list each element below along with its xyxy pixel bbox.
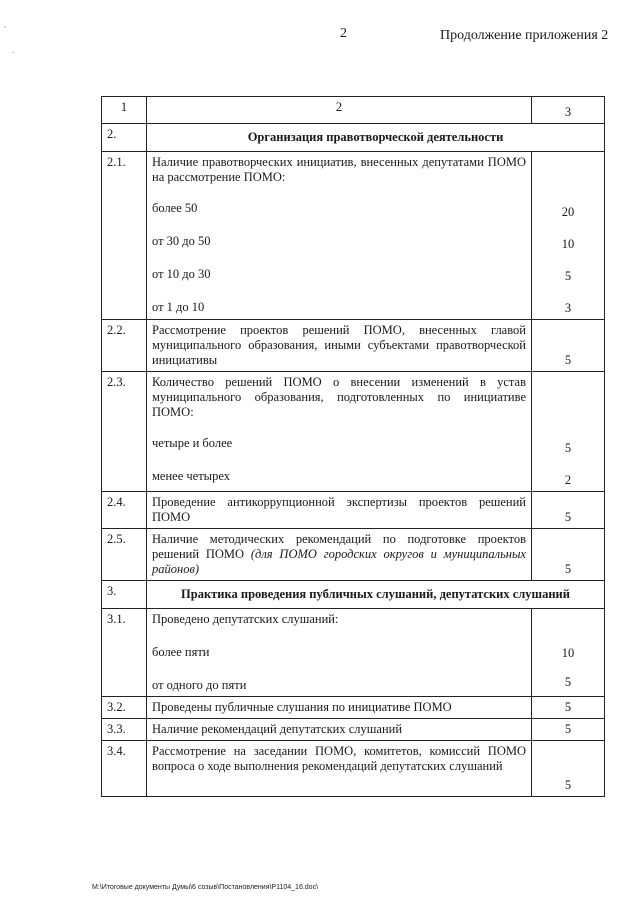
scan-mark: , — [4, 20, 6, 29]
table-row — [102, 320, 605, 372]
section-row — [102, 124, 605, 152]
appendix-continuation-note: Продолжение приложения 2 — [440, 28, 609, 43]
header-cell-3: 3 — [532, 97, 605, 124]
score-value: 5 — [532, 492, 605, 529]
row-score — [532, 609, 605, 697]
row-score — [532, 372, 605, 492]
row-number: 2.4. — [102, 492, 147, 529]
score-value: 5 — [532, 320, 605, 372]
row-text: Рассмотрение проектов решений ПОМО, внесенных главой муниципального образования, иными субъектами правотворческой инициативы — [147, 320, 532, 372]
scan-mark: . — [12, 46, 14, 55]
table-row — [102, 741, 605, 797]
row-number: 3.1. — [102, 609, 147, 697]
table-row — [102, 719, 605, 741]
row-description — [147, 372, 532, 492]
criteria-table — [101, 96, 605, 797]
row-description — [147, 609, 532, 697]
row-text: Рассмотрение на заседании ПОМО, комитетов, комиссий ПОМО вопроса о ходе выполнения рекомендаций депутатских слушаний — [147, 741, 532, 797]
score-value: 5 — [564, 441, 572, 455]
option-label: четыре и более — [152, 436, 233, 450]
option-label: более 50 — [152, 201, 198, 215]
score-value: 5 — [532, 529, 605, 581]
score-value: 10 — [561, 237, 575, 251]
row-number: 2.5. — [102, 529, 147, 581]
option-label: от 10 до 30 — [152, 267, 211, 281]
row-number: 2.1. — [102, 152, 147, 320]
row-description — [147, 152, 532, 320]
option-label: менее четырех — [152, 469, 230, 483]
row-text: Проведение антикоррупционной экспертизы проектов решений ПОМО — [147, 492, 532, 529]
option-label: от 30 до 50 — [152, 234, 211, 248]
header-cell-1: 1 — [102, 97, 147, 124]
score-value: 5 — [532, 697, 605, 719]
row-number: 3.3. — [102, 719, 147, 741]
section-number: 3. — [102, 581, 147, 609]
table-header-row — [102, 97, 605, 124]
row-number: 3.2. — [102, 697, 147, 719]
score-value: 10 — [561, 646, 575, 660]
row-text: Количество решений ПОМО о внесении изменений в устав муниципального образования, подготовленных по инициативе ПОМО: — [152, 375, 526, 419]
score-value: 5 — [564, 675, 572, 689]
row-text: Наличие рекомендаций депутатских слушаний — [147, 719, 532, 741]
row-text: Наличие правотворческих инициатив, внесенных депутатами ПОМО на рассмотрение ПОМО: — [152, 155, 526, 184]
row-text: Проведено депутатских слушаний: — [152, 612, 339, 626]
score-value: 20 — [561, 205, 575, 219]
row-note: (для ПОМО городских округов и муниципальных районов) — [152, 547, 526, 576]
row-score — [532, 152, 605, 320]
score-value: 5 — [564, 269, 572, 283]
table-row — [102, 372, 605, 492]
row-number: 2.2. — [102, 320, 147, 372]
header-cell-2: 2 — [147, 97, 532, 124]
row-description — [147, 529, 532, 581]
row-number: 2.3. — [102, 372, 147, 492]
table-row — [102, 529, 605, 581]
table-row — [102, 697, 605, 719]
table-row — [102, 492, 605, 529]
table-row — [102, 609, 605, 697]
row-text: Наличие методических рекомендаций по подготовке проектов решений ПОМО — [152, 532, 526, 561]
score-value: 5 — [532, 719, 605, 741]
page-number: 2 — [340, 26, 347, 41]
table-row — [102, 152, 605, 320]
file-path-footer: М:\Итоговые документы Думы\6 созыв\Постановления\Р1104_16.doc\ — [92, 884, 319, 891]
option-label: от одного до пяти — [152, 678, 247, 692]
row-number: 3.4. — [102, 741, 147, 797]
section-number: 2. — [102, 124, 147, 152]
option-label: более пяти — [152, 645, 210, 659]
section-title: Организация правотворческой деятельности — [147, 124, 605, 152]
score-value: 2 — [564, 473, 572, 487]
option-label: от 1 до 10 — [152, 300, 205, 314]
score-value: 3 — [564, 301, 572, 315]
row-text: Проведены публичные слушания по инициативе ПОМО — [147, 697, 532, 719]
section-row — [102, 581, 605, 609]
section-title: Практика проведения публичных слушаний, депутатских слушаний — [147, 581, 605, 609]
score-value: 5 — [532, 741, 605, 797]
